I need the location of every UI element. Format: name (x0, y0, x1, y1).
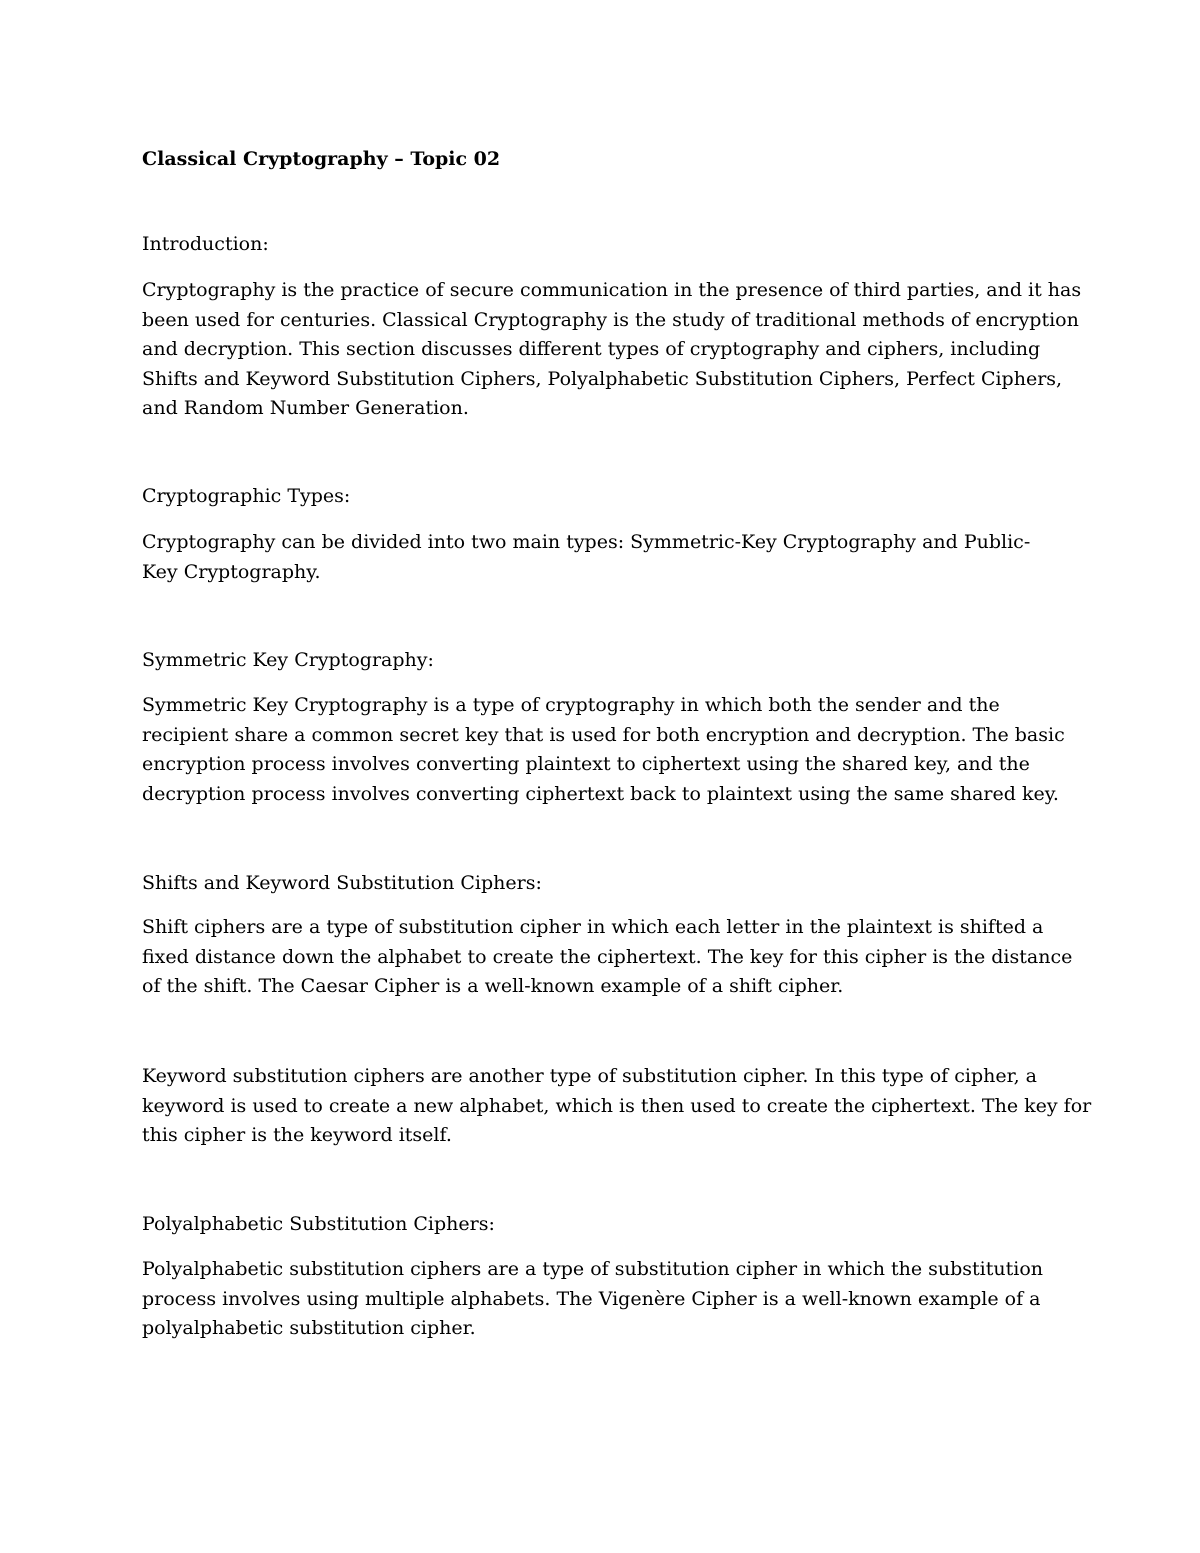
text-line: recipient share a common secret key that is used for both encryption and decryption. The basic (142, 723, 1065, 746)
paragraph-shift-ciphers (142, 913, 1073, 1002)
section-heading-shift-keyword: Shifts and Keyword Substitution Ciphers: (142, 872, 542, 894)
text-line: keyword is used to create a new alphabet, which is then used to create the ciphertext. The key for (142, 1094, 1092, 1117)
text-line: decryption process involves converting ciphertext back to plaintext using the same shared key. (142, 782, 1059, 805)
text-line: this cipher is the keyword itself. (142, 1124, 452, 1146)
text-line: Keyword substitution ciphers are another type of substitution cipher. In this type of cipher, a (142, 1065, 1038, 1087)
text-line: Cryptography is the practice of secure communication in the presence of third parties, and it has (142, 279, 1082, 301)
text-line: been used for centuries. Classical Cryptography is the study of traditional methods of encryption (142, 308, 1079, 331)
text-line: and decryption. This section discusses different types of cryptography and ciphers, including (142, 338, 1041, 360)
text-line: and Random Number Generation. (142, 397, 469, 419)
section-heading-symmetric-key: Symmetric Key Cryptography: (142, 649, 434, 671)
text-line: Polyalphabetic substitution ciphers are a type of substitution cipher in which the substitution (142, 1258, 1043, 1280)
paragraph-cryptographic-types (142, 528, 1062, 587)
text-line: polyalphabetic substitution cipher. (142, 1317, 476, 1339)
text-line: of the shift. The Caesar Cipher is a well-known example of a shift cipher. (142, 975, 844, 997)
text-line: fixed distance down the alphabet to create the ciphertext. The key for this cipher is the distance (142, 945, 1073, 968)
text-line: Key Cryptography. (142, 560, 321, 583)
paragraph-introduction (142, 276, 1082, 424)
text-line: Shifts and Keyword Substitution Ciphers, Polyalphabetic Substitution Ciphers, Perfect Ciphers, (142, 367, 1063, 390)
text-line: Shift ciphers are a type of substitution cipher in which each letter in the plaintext is shifted a (142, 916, 1044, 938)
text-line: Cryptography can be divided into two main types: Symmetric-Key Cryptography and Public- (142, 531, 1031, 553)
text-line: Symmetric Key Cryptography is a type of cryptography in which both the sender and the (142, 694, 1000, 716)
text-line: encryption process involves converting plaintext to ciphertext using the shared key, and the (142, 753, 1030, 775)
section-heading-cryptographic-types: Cryptographic Types: (142, 485, 351, 507)
paragraph-polyalphabetic (142, 1255, 1062, 1344)
paragraph-keyword-ciphers (142, 1062, 1092, 1151)
document-title: Classical Cryptography – Topic 02 (142, 148, 501, 170)
section-heading-polyalphabetic: Polyalphabetic Substitution Ciphers: (142, 1213, 495, 1235)
text-line: process involves using multiple alphabets. The Vigenère Cipher is a well-known example of a (142, 1287, 1041, 1310)
section-heading-introduction: Introduction: (142, 233, 269, 255)
paragraph-symmetric-key (142, 691, 1065, 809)
